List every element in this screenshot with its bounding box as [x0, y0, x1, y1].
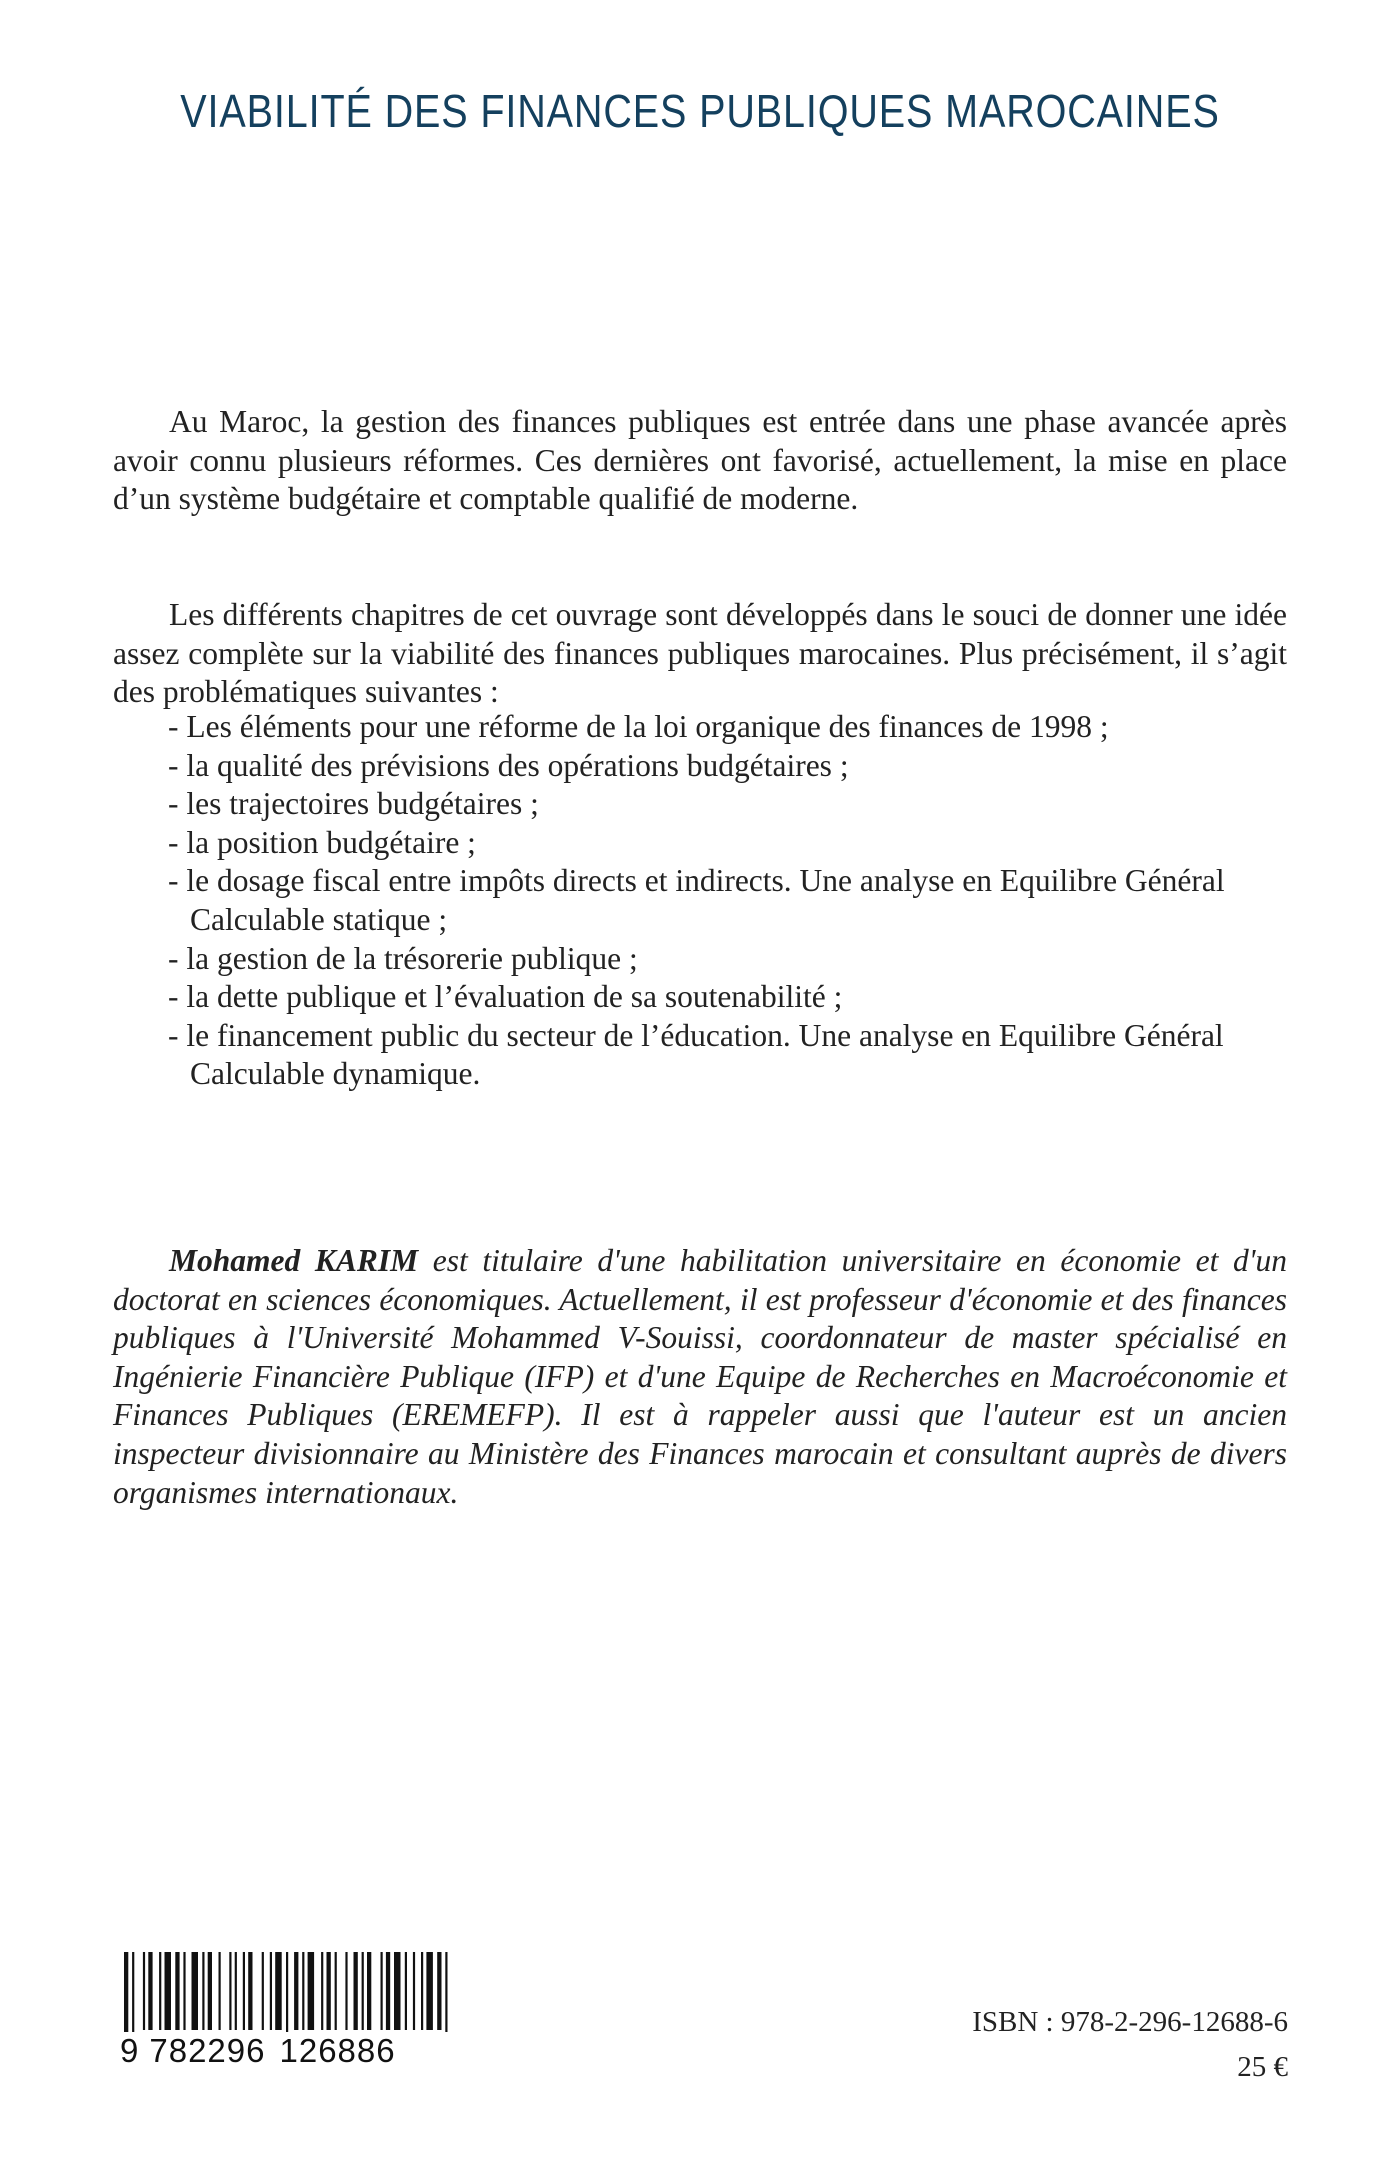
barcode-bar — [183, 1952, 185, 2030]
barcode-bar — [308, 1952, 315, 2030]
barcode-bar — [367, 1952, 371, 2030]
barcode-group2: 126886 — [279, 2032, 396, 2069]
barcode-bar — [362, 1952, 364, 2030]
barcode-bar — [394, 1952, 401, 2030]
barcode-bar — [386, 1952, 390, 2030]
barcode-bar — [294, 1952, 298, 2030]
chapter-item: - la qualité des prévisions des opérations budgétaires ; — [168, 747, 849, 783]
barcode-bar — [235, 1952, 237, 2030]
barcode-bar — [148, 1952, 152, 2030]
barcode-bar — [262, 1952, 264, 2030]
barcode-bar — [175, 1952, 179, 2030]
barcode-bar — [202, 1952, 204, 2030]
barcode-bar — [321, 1952, 323, 2030]
barcode-bar — [208, 1952, 212, 2030]
barcode-bar — [437, 1952, 441, 2030]
barcode-first-digit: 9 — [120, 2032, 140, 2069]
book-title: VIABILITÉ DES FINANCES PUBLIQUES MAROCAINES — [180, 85, 1220, 137]
chapters-intro-paragraph: Les différents chapitres de cet ouvrage sont développés dans le souci de donner une idée assez complète sur la viabilité des finances publiques marocaines. Plus précisément, il s’agit des problématiques suivantes : — [113, 597, 1287, 710]
barcode-bar — [302, 1952, 304, 2030]
barcode-bar — [229, 1952, 231, 2030]
chapter-item: - la position budgétaire ; — [168, 824, 476, 860]
barcode-bar — [327, 1952, 331, 2030]
chapter-item: - le financement public du secteur de l’éducation. Une analyse en Equilibre Général Calculable dynamique. — [168, 1017, 1224, 1092]
chapter-item: - Les éléments pour une réforme de la loi organique des finances de 1998 ; — [168, 709, 1109, 744]
price: 25 € — [1237, 2051, 1288, 2083]
barcode-bar — [270, 1952, 272, 2030]
barcode-bar — [243, 1952, 245, 2030]
barcode-digits — [118, 2032, 462, 2070]
barcode-bar — [275, 1952, 282, 2030]
barcode-bar — [335, 1952, 337, 2030]
barcode-bar — [421, 1952, 423, 2030]
barcode-bar — [426, 1952, 433, 2030]
barcode-bar — [405, 1952, 407, 2030]
barcode-bar — [165, 1952, 172, 2030]
barcode-bar — [143, 1952, 145, 2030]
author-bio — [113, 1242, 1287, 1512]
chapter-item: - la gestion de la trésorerie publique ; — [168, 940, 638, 976]
chapter-item: - la dette publique et l’évaluation de sa soutenabilité ; — [168, 979, 843, 1015]
chapter-item: - le dosage fiscal entre impôts directs et indirects. Une analyse en Equilibre Général Calculable statique ; — [168, 863, 1225, 937]
barcode-bar — [381, 1952, 383, 2030]
barcode-bar — [413, 1952, 415, 2030]
barcode-group1: 782296 — [149, 2032, 266, 2069]
barcode-bar — [192, 1952, 199, 2030]
isbn: ISBN : 978-2-296-12688-6 — [972, 2006, 1288, 2038]
barcode-bar — [248, 1952, 252, 2030]
barcode-bar — [345, 1952, 347, 2030]
author-bio-text: est titulaire d'une habilitation universitaire en économie et d'un doctorat en sciences économiques. Actuellement, il est professeur d'économie et des finances publiques à l'Université Mohammed V-Souissi, coordonnateur de master spécialisé en Ingénierie Financière Publique (IFP) et d'une Equipe de Recherches en Macroéconomie et Finances Publiques (EREMEFP). Il est à rappeler aussi que l'auteur est un ancien inspecteur divisionnaire au Ministère des Finances marocain et consultant auprès de divers organismes internationaux. — [113, 1243, 1287, 1510]
chapter-list — [168, 708, 1298, 1094]
author-name: Mohamed KARIM — [169, 1243, 419, 1278]
barcode-bar — [219, 1952, 221, 2030]
chapter-item: - les trajectoires budgétaires ; — [168, 786, 539, 822]
barcode-bar — [159, 1952, 161, 2030]
barcode-bar — [354, 1952, 358, 2030]
intro-paragraph: Au Maroc, la gestion des finances publiques est entrée dans une phase avancée après avoir connu plusieurs réformes. Ces dernières ont favorisé, actuellement, la mise en place d’un système budgétaire et comptable qualifié de moderne. — [113, 404, 1287, 517]
